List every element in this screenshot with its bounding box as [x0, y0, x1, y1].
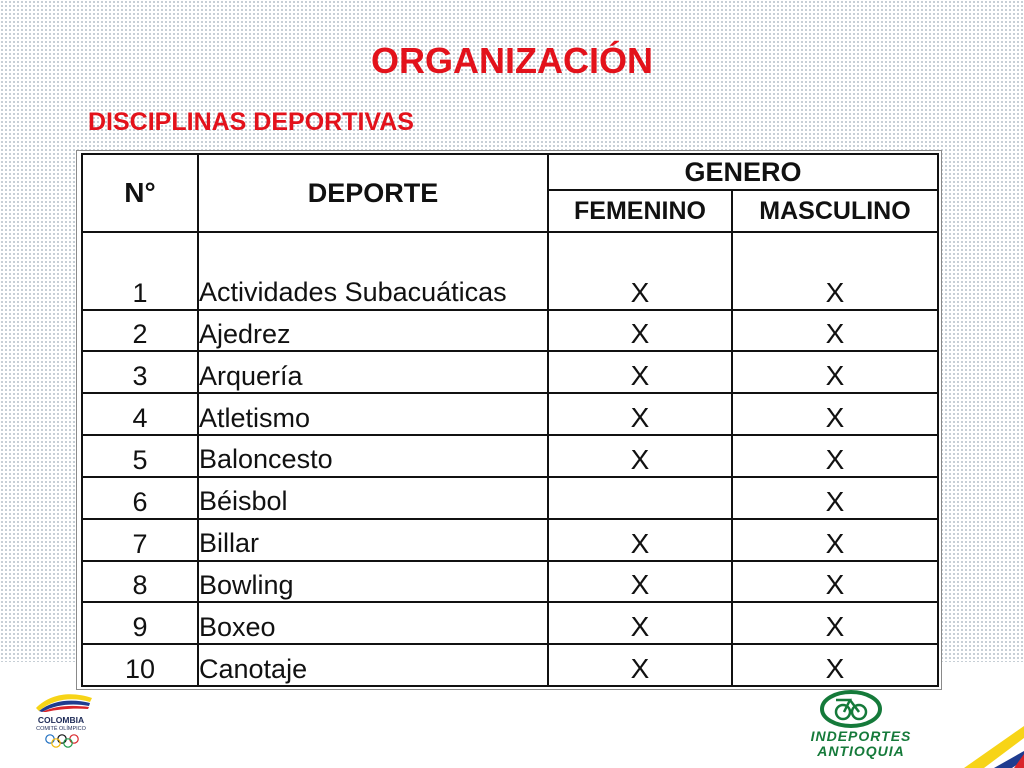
table-row — [82, 644, 938, 686]
olympic-rings-icon — [44, 734, 80, 748]
row-number: 5 — [82, 435, 198, 477]
row-sport: Bowling — [198, 561, 548, 603]
row-masculino-mark: X — [732, 519, 938, 561]
colombia-olympic-committee-logo — [26, 690, 102, 760]
indeportes-antioquia-logo — [776, 690, 946, 762]
table-row — [82, 477, 938, 519]
logo-name: COLOMBIA — [37, 715, 85, 725]
section-title: DISCIPLINAS DEPORTIVAS — [88, 108, 414, 136]
sports-table-frame — [76, 150, 942, 690]
row-sport: Actividades Subacuáticas — [198, 232, 548, 310]
table-row — [82, 232, 938, 310]
header-deporte: DEPORTE — [198, 154, 548, 232]
row-masculino-mark: X — [732, 435, 938, 477]
row-femenino-mark: X — [548, 232, 732, 310]
row-femenino-mark: X — [548, 644, 732, 686]
row-femenino-mark: X — [548, 310, 732, 352]
row-sport: Baloncesto — [198, 435, 548, 477]
indeportes-emblem-icon — [820, 690, 882, 728]
table-row — [82, 393, 938, 435]
logo-line-1: INDEPORTES — [810, 728, 912, 744]
row-masculino-mark: X — [732, 477, 938, 519]
row-femenino-mark: X — [548, 561, 732, 603]
row-number: 6 — [82, 477, 198, 519]
row-femenino-mark: X — [548, 351, 732, 393]
sports-table — [81, 153, 939, 687]
row-number: 9 — [82, 602, 198, 644]
row-masculino-mark: X — [732, 351, 938, 393]
row-number: 10 — [82, 644, 198, 686]
row-femenino-mark: X — [548, 393, 732, 435]
row-femenino-mark: X — [548, 602, 732, 644]
row-number: 1 — [82, 232, 198, 310]
table-row — [82, 435, 938, 477]
row-sport: Atletismo — [198, 393, 548, 435]
row-femenino-mark: X — [548, 519, 732, 561]
page-title: ORGANIZACIÓN — [371, 40, 653, 81]
row-sport: Béisbol — [198, 477, 548, 519]
row-sport: Arquería — [198, 351, 548, 393]
row-sport: Billar — [198, 519, 548, 561]
row-number: 3 — [82, 351, 198, 393]
row-masculino-mark: X — [732, 232, 938, 310]
logo-subtitle: COMITÉ OLÍMPICO — [36, 726, 86, 732]
row-masculino-mark: X — [732, 393, 938, 435]
row-masculino-mark: X — [732, 644, 938, 686]
row-masculino-mark: X — [732, 310, 938, 352]
table-row — [82, 561, 938, 603]
header-femenino: FEMENINO — [548, 190, 732, 232]
flag-ribbon-icon — [34, 690, 94, 712]
row-masculino-mark: X — [732, 602, 938, 644]
row-number: 8 — [82, 561, 198, 603]
row-femenino-mark: X — [548, 435, 732, 477]
row-number: 7 — [82, 519, 198, 561]
header-masculino: MASCULINO — [732, 190, 938, 232]
row-masculino-mark: X — [732, 561, 938, 603]
row-number: 2 — [82, 310, 198, 352]
row-number: 4 — [82, 393, 198, 435]
logo-line-2: ANTIOQUIA — [817, 743, 905, 759]
row-sport: Boxeo — [198, 602, 548, 644]
table-row — [82, 602, 938, 644]
row-femenino-mark — [548, 477, 732, 519]
table-row — [82, 519, 938, 561]
row-sport: Canotaje — [198, 644, 548, 686]
table-row — [82, 351, 938, 393]
table-row — [82, 310, 938, 352]
flag-stripes — [964, 676, 1024, 768]
header-no: N° — [82, 154, 198, 232]
row-sport: Ajedrez — [198, 310, 548, 352]
header-genero: GENERO — [548, 154, 938, 190]
